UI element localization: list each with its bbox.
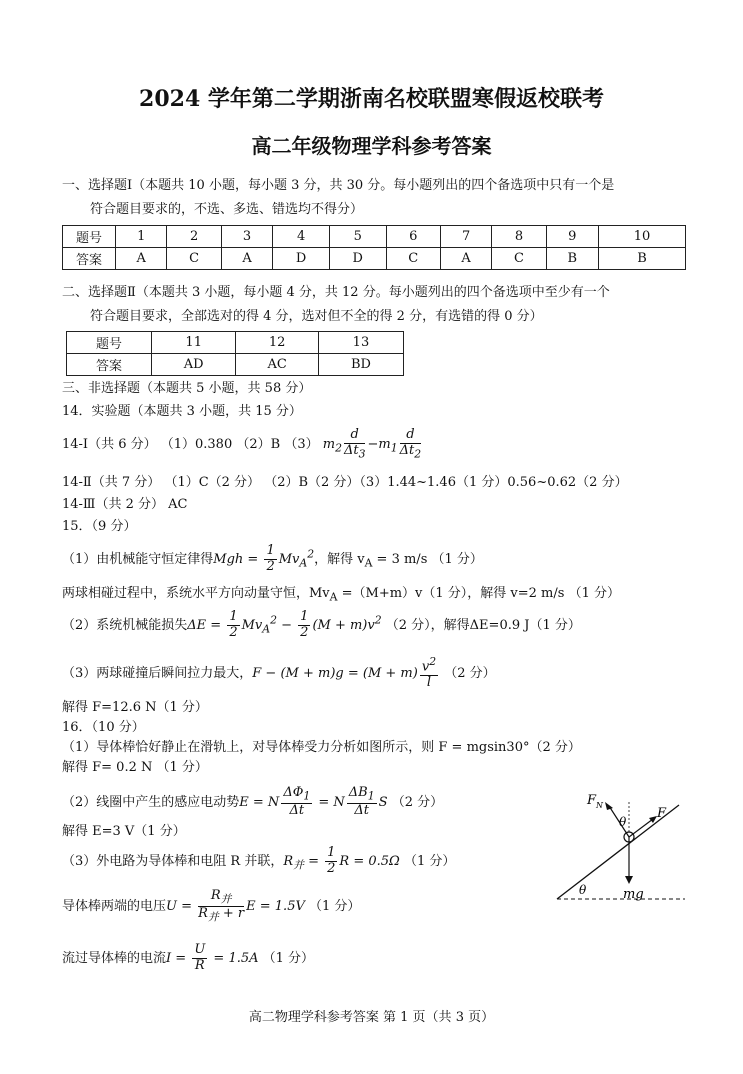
q16-6-line [62, 889, 360, 924]
table-row [67, 354, 404, 376]
table-cell: AC [236, 354, 319, 376]
label-f: F [657, 806, 667, 821]
table-cell: BD [318, 354, 403, 376]
table-cell: 5 [329, 226, 386, 248]
q15-3-result: （2 分），解得ΔE=0.9 J（1 分） [385, 617, 581, 633]
table-cell: B [598, 248, 685, 270]
table-cell: A [440, 248, 491, 270]
q16-2-line: 解得 F= 0.2 N （1 分） [62, 760, 208, 775]
table-row-label: 题号 [63, 226, 116, 248]
q15-1-result: ，解得 v [314, 551, 365, 567]
table-cell: 12 [236, 332, 319, 354]
table-cell: B [546, 248, 598, 270]
q16-6-result: （1 分） [309, 899, 361, 915]
section1-heading-cont: 符合题目要求的，不选、多选、错选均不得分） [90, 202, 364, 217]
table-row [67, 332, 404, 354]
q15-2-text-b: =（M+m）v（1 分），解得 v=2 m/s （1 分） [337, 586, 620, 601]
q15-1-text: （1）由机械能守恒定律得 [62, 551, 214, 567]
table-cell: A [116, 248, 167, 270]
q16-7-formula: I = $\frac{U}{R}$ = 1.5A [166, 942, 259, 973]
q15-1-formula: Mgh = $\frac{1}{2}$ $Mv_A^2$ [213, 543, 315, 574]
table-cell: 6 [386, 226, 440, 248]
section1-table [62, 225, 686, 270]
q15-3-line [62, 610, 581, 641]
q16-7-text: 流过导体棒的电流 [62, 950, 167, 966]
q15-1-value: = 3 m/s （1 分） [372, 551, 483, 567]
section2-heading: 二、选择题Ⅱ（本题共 3 小题，每小题 4 分，共 12 分。每小题列出的四个备选项中至少有一个 [62, 285, 610, 300]
table-cell: 10 [598, 226, 685, 248]
q16-5-line [62, 846, 455, 877]
page-title: 2024 学年第二学期浙南名校联盟寒假返校联考 [139, 86, 604, 112]
q15-heading: 15．（9 分） [62, 519, 137, 534]
label-mg: mg [623, 887, 644, 902]
section3-heading: 三、非选择题（本题共 5 小题，共 58 分） [62, 381, 312, 396]
q16-5-result: （1 分） [403, 853, 456, 869]
q15-3-formula: ΔE = $\frac{1}{2}$ $Mv_A^2$ − $\frac{1}{2}$ $(M + m)v^2$ [187, 609, 382, 640]
q14-1-text: 14-Ⅰ（共 6 分） （1）0.380 （2）B （3） [62, 436, 319, 452]
q15-4-text: （3）两球碰撞后瞬间拉力最大， [62, 666, 253, 682]
q15-4-result: （2 分） [444, 666, 496, 682]
table-cell: D [273, 248, 330, 270]
q16-6-text: 导体棒两端的电压 [62, 899, 167, 915]
q16-6-formula: U = $\frac{R_并}{R_并 + r}$ E = 1.5V [166, 888, 305, 924]
table-row [63, 248, 686, 270]
table-cell: C [386, 248, 440, 270]
q16-5-text: （3）外电路为导体棒和电阻 R 并联， [62, 853, 284, 869]
table-cell: AD [152, 354, 236, 376]
q16-5-formula: $R_并$ = $\frac{1}{2}$ R = 0.5Ω [283, 845, 400, 876]
q15-4-formula: F − (M + m)g = (M + m) $\frac{v^2}{l}$ [252, 655, 437, 691]
label-theta-top: θ [619, 815, 627, 829]
q14-1-formula: $m_2$ $\frac{d}{\Delta t_3}$ $-m_1$ $\frac{d}{\Delta t_2}$ [322, 427, 422, 461]
gravity-arrowhead [625, 876, 633, 884]
section1-heading: 一、选择题Ⅰ（本题共 10 小题，每小题 3 分，共 30 分。每小题列出的四个备选项中只有一个是 [62, 178, 615, 193]
section2-heading-cont: 符合题目要求，全部选对的得 4 分，选对但不全的得 2 分，有选错的得 0 分） [90, 309, 543, 324]
page-footer: 高二物理学科参考答案 第 1 页（共 3 页） [248, 1010, 495, 1025]
table-row-label: 答案 [67, 354, 152, 376]
table-cell: D [329, 248, 386, 270]
label-fn-sub: N [596, 801, 603, 810]
table-row [63, 226, 686, 248]
q16-4-line: 解得 E=3 V（1 分） [62, 824, 186, 839]
table-cell: 7 [440, 226, 491, 248]
q16-3-text: （2）线圈中产生的感应电动势 [62, 794, 240, 810]
table-cell: 11 [152, 332, 236, 354]
table-row-label: 答案 [63, 248, 116, 270]
normal-force-arrowhead [605, 802, 613, 810]
q15-2-line: 两球相碰过程中，系统水平方向动量守恒，$Mv_A =(M+m)v(1$ 分），解得 v=2 m/s （1 分） [62, 586, 620, 604]
q16-1-line: （1）导体棒恰好静止在滑轨上，对导体棒受力分析如图所示，则 F = mgsin30°（2 分） [62, 740, 581, 755]
page-subtitle: 高二年级物理学科参考答案 [251, 134, 492, 158]
force-f-arrowhead [649, 816, 657, 823]
table-cell: 4 [273, 226, 330, 248]
q14-3-line: 14-Ⅲ（共 2 分） AC [62, 497, 188, 512]
q16-3-line [62, 786, 443, 819]
table-cell: C [167, 248, 221, 270]
q16-7-result: （1 分） [262, 950, 315, 966]
q16-heading: 16．（10 分） [62, 720, 145, 735]
q16-7-line [62, 943, 314, 974]
table-cell: 3 [221, 226, 272, 248]
table-cell: 1 [116, 226, 167, 248]
table-cell: A [221, 248, 272, 270]
q15-4-line [62, 656, 496, 691]
table-cell: 13 [318, 332, 403, 354]
label-theta-bottom: θ [579, 883, 587, 897]
table-cell: 8 [492, 226, 546, 248]
q16-3-formula: E = N $\frac{\Delta\Phi_1}{\Delta t}$ = N $\frac{\Delta B_1}{\Delta t}$ S [239, 785, 388, 819]
force-diagram [545, 780, 695, 905]
q15-1-line: （1）由机械能守恒定律得Mgh = $\frac{1}{2}$ $Mv_A^2$，解得 $v_A = 3$ m/s （1 分） [62, 543, 483, 574]
q15-5-line: 解得 F=12.6 N（1 分） [62, 700, 208, 715]
table-cell: 9 [546, 226, 598, 248]
label-fn: F [587, 793, 597, 808]
table-cell: 2 [167, 226, 221, 248]
q14-heading: 14．实验题（本题共 3 小题，共 15 分） [62, 404, 302, 419]
q16-3-result: （2 分） [391, 794, 444, 810]
section2-table [66, 331, 404, 376]
q14-1-line [62, 428, 423, 461]
q15-3-text: （2）系统机械能损失 [62, 617, 188, 633]
q15-2-text: 两球相碰过程中，系统水平方向动量守恒，Mv [62, 586, 330, 601]
table-cell: C [492, 248, 546, 270]
table-row-label: 题号 [67, 332, 152, 354]
q14-2-line: 14-Ⅱ（共 7 分） （1）C（2 分） （2）B（2 分）（3）1.44~1.46（1 分）0.56~0.62（2 分） [62, 475, 628, 490]
